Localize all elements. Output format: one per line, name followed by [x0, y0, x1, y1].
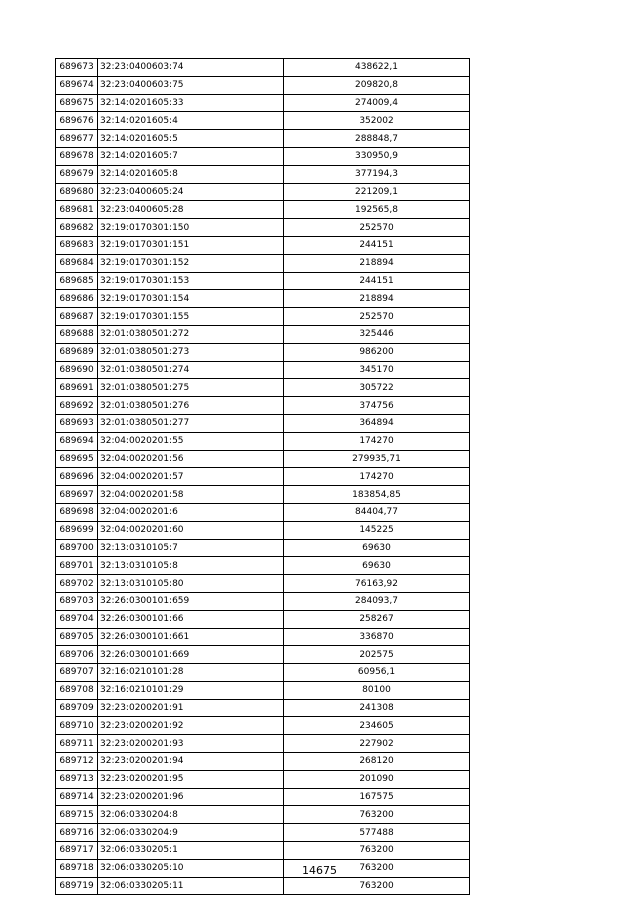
cadastral-value-cell: 364894: [284, 414, 470, 432]
row-id-cell: 689674: [56, 76, 98, 94]
cadastral-number-cell: 32:06:0330205:1: [98, 842, 284, 860]
table-row: [56, 681, 470, 699]
row-id-cell: 689714: [56, 788, 98, 806]
cadastral-number-cell: 32:23:0400603:75: [98, 76, 284, 94]
cadastral-value-cell: 84404,77: [284, 503, 470, 521]
cadastral-value-cell: 234605: [284, 717, 470, 735]
table-row: [56, 397, 470, 415]
row-id-cell: 689718: [56, 859, 98, 877]
table-row: [56, 628, 470, 646]
cadastral-number-cell: 32:26:0300101:669: [98, 646, 284, 664]
page-number: 14675: [302, 864, 337, 877]
cadastral-number-cell: 32:14:0201605:4: [98, 112, 284, 130]
table-row: [56, 664, 470, 682]
cadastral-value-cell: 202575: [284, 646, 470, 664]
row-id-cell: 689693: [56, 414, 98, 432]
cadastral-number-cell: 32:23:0200201:93: [98, 735, 284, 753]
row-id-cell: 689691: [56, 379, 98, 397]
row-id-cell: 689685: [56, 272, 98, 290]
row-id-cell: 689689: [56, 343, 98, 361]
cadastral-number-cell: 32:23:0200201:92: [98, 717, 284, 735]
table-row: [56, 521, 470, 539]
cadastral-number-cell: 32:23:0200201:91: [98, 699, 284, 717]
row-id-cell: 689688: [56, 325, 98, 343]
cadastral-number-cell: 32:23:0400603:74: [98, 59, 284, 77]
document-page: [55, 58, 465, 895]
cadastral-value-cell: 258267: [284, 610, 470, 628]
table-row: [56, 414, 470, 432]
cadastral-number-cell: 32:04:0020201:58: [98, 486, 284, 504]
cadastral-value-cell: 244151: [284, 236, 470, 254]
cadastral-number-cell: 32:14:0201605:33: [98, 94, 284, 112]
cadastral-value-cell: 218894: [284, 254, 470, 272]
table-row: [56, 130, 470, 148]
cadastral-number-cell: 32:04:0020201:56: [98, 450, 284, 468]
cadastral-number-cell: 32:06:0330204:8: [98, 806, 284, 824]
row-id-cell: 689710: [56, 717, 98, 735]
cadastral-number-cell: 32:13:0310105:7: [98, 539, 284, 557]
table-row: [56, 219, 470, 237]
table-row: [56, 592, 470, 610]
row-id-cell: 689673: [56, 59, 98, 77]
cadastral-value-cell: 325446: [284, 325, 470, 343]
cadastral-value-cell: 221209,1: [284, 183, 470, 201]
row-id-cell: 689694: [56, 432, 98, 450]
table-row: [56, 646, 470, 664]
cadastral-value-cell: 986200: [284, 343, 470, 361]
cadastral-number-cell: 32:19:0170301:153: [98, 272, 284, 290]
row-id-cell: 689712: [56, 753, 98, 771]
cadastral-number-cell: 32:16:0210101:28: [98, 664, 284, 682]
row-id-cell: 689699: [56, 521, 98, 539]
cadastral-number-cell: 32:23:0200201:94: [98, 753, 284, 771]
cadastral-value-cell: 174270: [284, 432, 470, 450]
cadastral-value-cell: 288848,7: [284, 130, 470, 148]
cadastral-value-cell: 69630: [284, 557, 470, 575]
cadastral-value-cell: 336870: [284, 628, 470, 646]
cadastral-number-cell: 32:19:0170301:155: [98, 308, 284, 326]
cadastral-value-cell: 352002: [284, 112, 470, 130]
cadastral-value-cell: 218894: [284, 290, 470, 308]
table-row: [56, 539, 470, 557]
row-id-cell: 689692: [56, 397, 98, 415]
table-row: [56, 450, 470, 468]
cadastral-value-cell: 174270: [284, 468, 470, 486]
table-row: [56, 503, 470, 521]
cadastral-value-cell: 76163,92: [284, 575, 470, 593]
cadastral-value-cell: 167575: [284, 788, 470, 806]
cadastral-value-cell: 284093,7: [284, 592, 470, 610]
row-id-cell: 689719: [56, 877, 98, 895]
table-row: [56, 147, 470, 165]
row-id-cell: 689708: [56, 681, 98, 699]
row-id-cell: 689686: [56, 290, 98, 308]
table-row: [56, 770, 470, 788]
row-id-cell: 689705: [56, 628, 98, 646]
cadastral-number-cell: 32:06:0330204:9: [98, 824, 284, 842]
cadastral-number-cell: 32:01:0380501:273: [98, 343, 284, 361]
cadastral-value-cell: 345170: [284, 361, 470, 379]
cadastral-value-cell: 201090: [284, 770, 470, 788]
cadastral-value-cell: 305722: [284, 379, 470, 397]
row-id-cell: 689678: [56, 147, 98, 165]
table-row: [56, 379, 470, 397]
table-row: [56, 432, 470, 450]
table-row: [56, 112, 470, 130]
table-row: [56, 486, 470, 504]
table-row: [56, 290, 470, 308]
cadastral-value-cell: 374756: [284, 397, 470, 415]
table-row: [56, 94, 470, 112]
table-row: [56, 824, 470, 842]
row-id-cell: 689690: [56, 361, 98, 379]
cadastral-number-cell: 32:04:0020201:55: [98, 432, 284, 450]
cadastral-number-cell: 32:14:0201605:5: [98, 130, 284, 148]
cadastral-number-cell: 32:04:0020201:60: [98, 521, 284, 539]
cadastral-number-cell: 32:01:0380501:275: [98, 379, 284, 397]
row-id-cell: 689715: [56, 806, 98, 824]
row-id-cell: 689684: [56, 254, 98, 272]
cadastral-value-cell: 438622,1: [284, 59, 470, 77]
cadastral-number-cell: 32:19:0170301:154: [98, 290, 284, 308]
row-id-cell: 689704: [56, 610, 98, 628]
table-row: [56, 575, 470, 593]
table-row: [56, 343, 470, 361]
cadastral-value-cell: 227902: [284, 735, 470, 753]
cadastral-value-cell: 377194,3: [284, 165, 470, 183]
cadastral-number-cell: 32:01:0380501:274: [98, 361, 284, 379]
row-id-cell: 689717: [56, 842, 98, 860]
cadastral-number-cell: 32:04:0020201:6: [98, 503, 284, 521]
cadastral-value-cell: 763200: [284, 859, 470, 877]
cadastral-value-cell: 577488: [284, 824, 470, 842]
cadastral-number-cell: 32:19:0170301:151: [98, 236, 284, 254]
row-id-cell: 689711: [56, 735, 98, 753]
cadastral-number-cell: 32:16:0210101:29: [98, 681, 284, 699]
cadastral-number-cell: 32:26:0300101:661: [98, 628, 284, 646]
row-id-cell: 689700: [56, 539, 98, 557]
table-row: [56, 788, 470, 806]
cadastral-value-cell: 274009,4: [284, 94, 470, 112]
cadastral-value-cell: 60956,1: [284, 664, 470, 682]
row-id-cell: 689697: [56, 486, 98, 504]
row-id-cell: 689687: [56, 308, 98, 326]
cadastral-value-cell: 763200: [284, 806, 470, 824]
cadastral-number-cell: 32:23:0200201:96: [98, 788, 284, 806]
table-row: [56, 325, 470, 343]
row-id-cell: 689676: [56, 112, 98, 130]
table-row: [56, 59, 470, 77]
cadastral-number-cell: 32:13:0310105:80: [98, 575, 284, 593]
cadastral-value-cell: 192565,8: [284, 201, 470, 219]
cadastral-value-cell: 252570: [284, 308, 470, 326]
row-id-cell: 689679: [56, 165, 98, 183]
cadastral-value-cell: 763200: [284, 877, 470, 895]
cadastral-value-cell: 330950,9: [284, 147, 470, 165]
table-row: [56, 254, 470, 272]
cadastral-number-cell: 32:14:0201605:8: [98, 165, 284, 183]
row-id-cell: 689680: [56, 183, 98, 201]
cadastral-value-table: [55, 58, 470, 895]
table-row: [56, 201, 470, 219]
row-id-cell: 689681: [56, 201, 98, 219]
cadastral-value-cell: 763200: [284, 842, 470, 860]
row-id-cell: 689706: [56, 646, 98, 664]
cadastral-number-cell: 32:06:0330205:10: [98, 859, 284, 877]
cadastral-number-cell: 32:23:0200201:95: [98, 770, 284, 788]
cadastral-number-cell: 32:01:0380501:276: [98, 397, 284, 415]
table-row: [56, 699, 470, 717]
table-row: [56, 272, 470, 290]
cadastral-value-cell: 252570: [284, 219, 470, 237]
table-row: [56, 76, 470, 94]
cadastral-number-cell: 32:13:0310105:8: [98, 557, 284, 575]
cadastral-number-cell: 32:04:0020201:57: [98, 468, 284, 486]
cadastral-value-cell: 80100: [284, 681, 470, 699]
table-row: [56, 468, 470, 486]
cadastral-value-cell: 279935,71: [284, 450, 470, 468]
row-id-cell: 689683: [56, 236, 98, 254]
row-id-cell: 689713: [56, 770, 98, 788]
row-id-cell: 689716: [56, 824, 98, 842]
table-row: [56, 183, 470, 201]
table-row: [56, 308, 470, 326]
row-id-cell: 689703: [56, 592, 98, 610]
table-body: [56, 59, 470, 895]
cadastral-number-cell: 32:01:0380501:272: [98, 325, 284, 343]
cadastral-value-cell: 145225: [284, 521, 470, 539]
row-id-cell: 689675: [56, 94, 98, 112]
table-row: [56, 806, 470, 824]
cadastral-value-cell: 241308: [284, 699, 470, 717]
cadastral-number-cell: 32:01:0380501:277: [98, 414, 284, 432]
table-row: [56, 557, 470, 575]
table-row: [56, 236, 470, 254]
table-row: [56, 877, 470, 895]
row-id-cell: 689695: [56, 450, 98, 468]
cadastral-number-cell: 32:23:0400605:28: [98, 201, 284, 219]
row-id-cell: 689677: [56, 130, 98, 148]
cadastral-value-cell: 268120: [284, 753, 470, 771]
row-id-cell: 689702: [56, 575, 98, 593]
cadastral-number-cell: 32:23:0400605:24: [98, 183, 284, 201]
table-row: [56, 610, 470, 628]
table-row: [56, 842, 470, 860]
table-row: [56, 717, 470, 735]
table-row: [56, 361, 470, 379]
row-id-cell: 689701: [56, 557, 98, 575]
cadastral-value-cell: 244151: [284, 272, 470, 290]
row-id-cell: 689696: [56, 468, 98, 486]
row-id-cell: 689707: [56, 664, 98, 682]
cadastral-number-cell: 32:19:0170301:152: [98, 254, 284, 272]
table-row: [56, 165, 470, 183]
cadastral-number-cell: 32:19:0170301:150: [98, 219, 284, 237]
cadastral-number-cell: 32:14:0201605:7: [98, 147, 284, 165]
cadastral-number-cell: 32:06:0330205:11: [98, 877, 284, 895]
cadastral-value-cell: 209820,8: [284, 76, 470, 94]
table-row: [56, 735, 470, 753]
table-row: [56, 753, 470, 771]
row-id-cell: 689709: [56, 699, 98, 717]
cadastral-value-cell: 69630: [284, 539, 470, 557]
row-id-cell: 689698: [56, 503, 98, 521]
row-id-cell: 689682: [56, 219, 98, 237]
cadastral-value-cell: 183854,85: [284, 486, 470, 504]
cadastral-number-cell: 32:26:0300101:659: [98, 592, 284, 610]
cadastral-number-cell: 32:26:0300101:66: [98, 610, 284, 628]
